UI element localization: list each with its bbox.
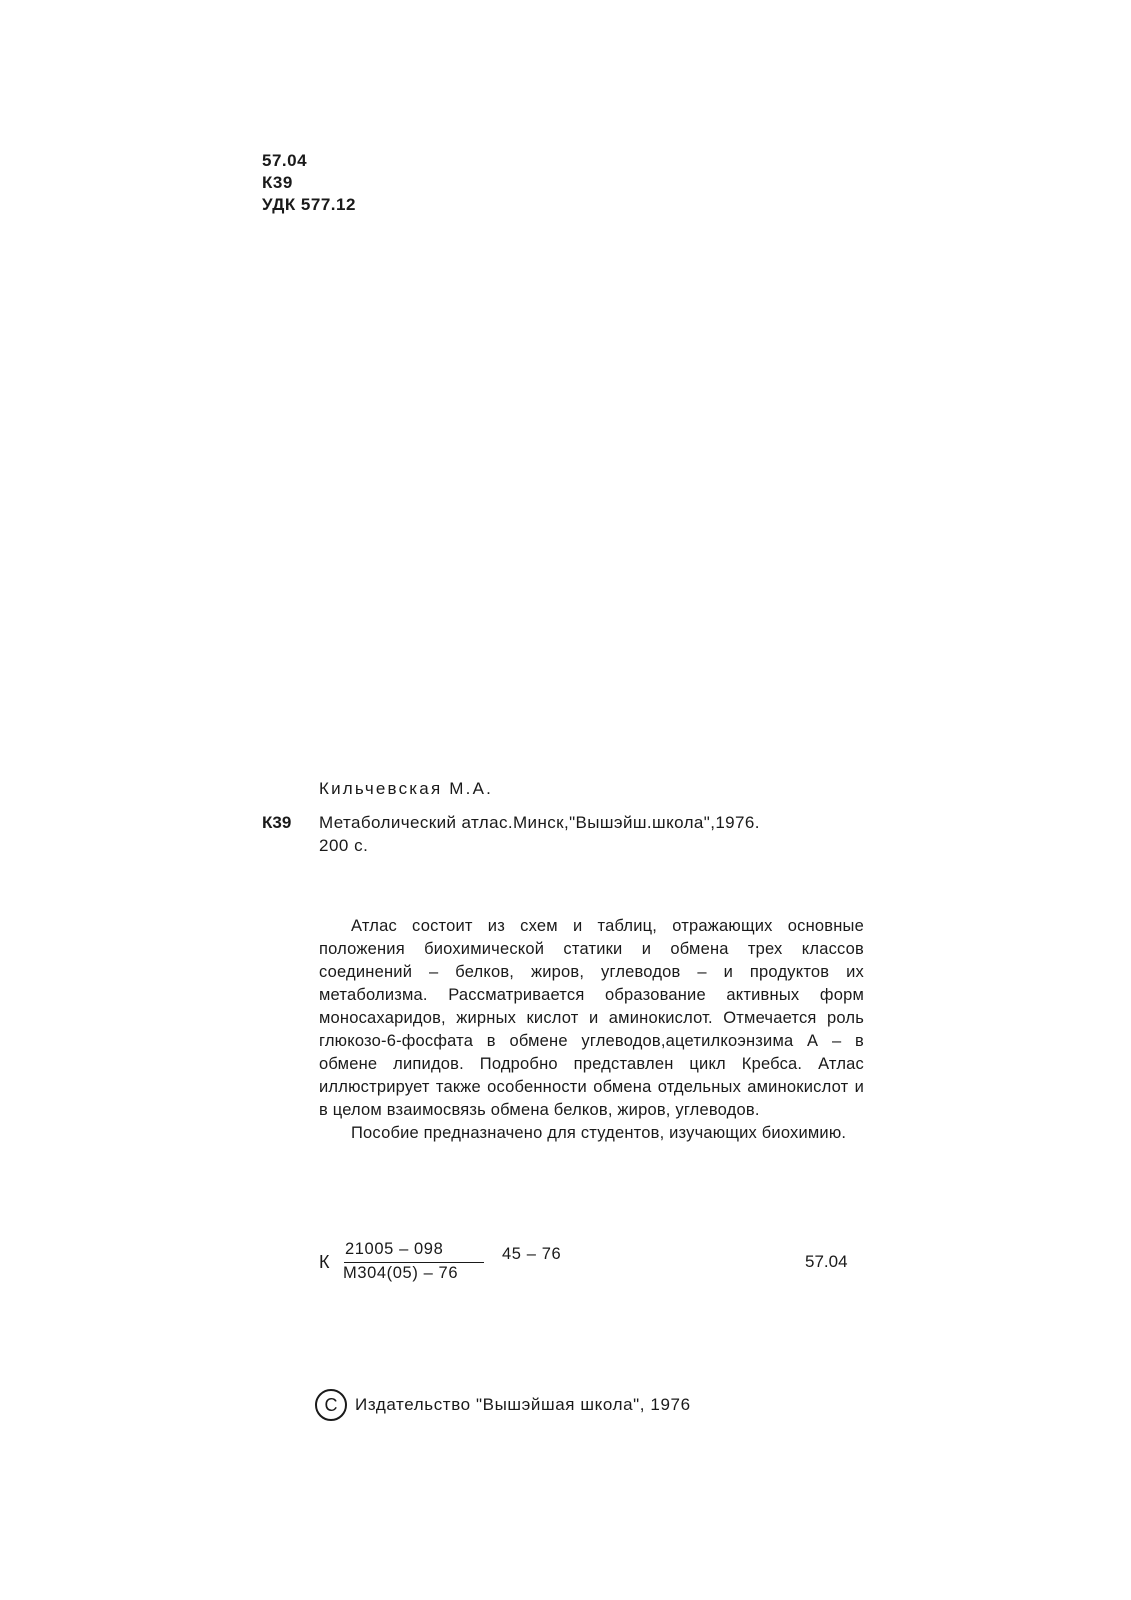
copyright-icon [315, 1389, 347, 1421]
copyright-text: Издательство "Вышэйшая школа", 1976 [355, 1395, 691, 1414]
bbk-code: 57.04 [262, 151, 308, 170]
publication-code-bbk: 57.04 [805, 1252, 848, 1271]
record-pages: 200 с. [319, 836, 369, 855]
copyright-symbol: C [324, 1394, 338, 1415]
udk-code: УДК 577.12 [262, 195, 356, 214]
classification-block [262, 150, 356, 216]
publication-code-order: 45 – 76 [502, 1245, 562, 1263]
annotation [319, 915, 864, 1145]
publication-code-numerator: 21005 – 098 [345, 1240, 444, 1258]
annotation-paragraph: Пособие предназначено для студентов, изучающих биохимию. [351, 1124, 847, 1142]
author-mark: К39 [262, 173, 293, 192]
fraction-line [344, 1262, 484, 1263]
copyright [315, 1389, 691, 1421]
publication-code-letter: К [319, 1252, 330, 1272]
record-author-mark: К39 [262, 813, 292, 832]
record-title: Метаболический атлас.Минск,"Вышэйш.школа",1976. [319, 813, 760, 832]
record-author: Кильчевская М.А. [319, 779, 494, 798]
publication-code-denominator: М304(05) – 76 [343, 1264, 459, 1282]
annotation-paragraph: Атлас состоит из схем и таблиц, отражающих основные положения биохимической статики и обмена трех классов соединений – белков, жиров, углеводов – и продуктов их метаболизма. Рассматривается образование активных форм моносахаридов, жирных кислот и аминокислот. Отмечается роль глюкозо-6-фосфата в обмене углеводов,ацетилкоэнзима А – в обмене липидов. Подробно представлен цикл Кребса. Атлас иллюстрирует также особенности обмена отдельных аминокислот и в целом взаимосвязь обмена белков, жиров, углеводов. [319, 917, 864, 1119]
